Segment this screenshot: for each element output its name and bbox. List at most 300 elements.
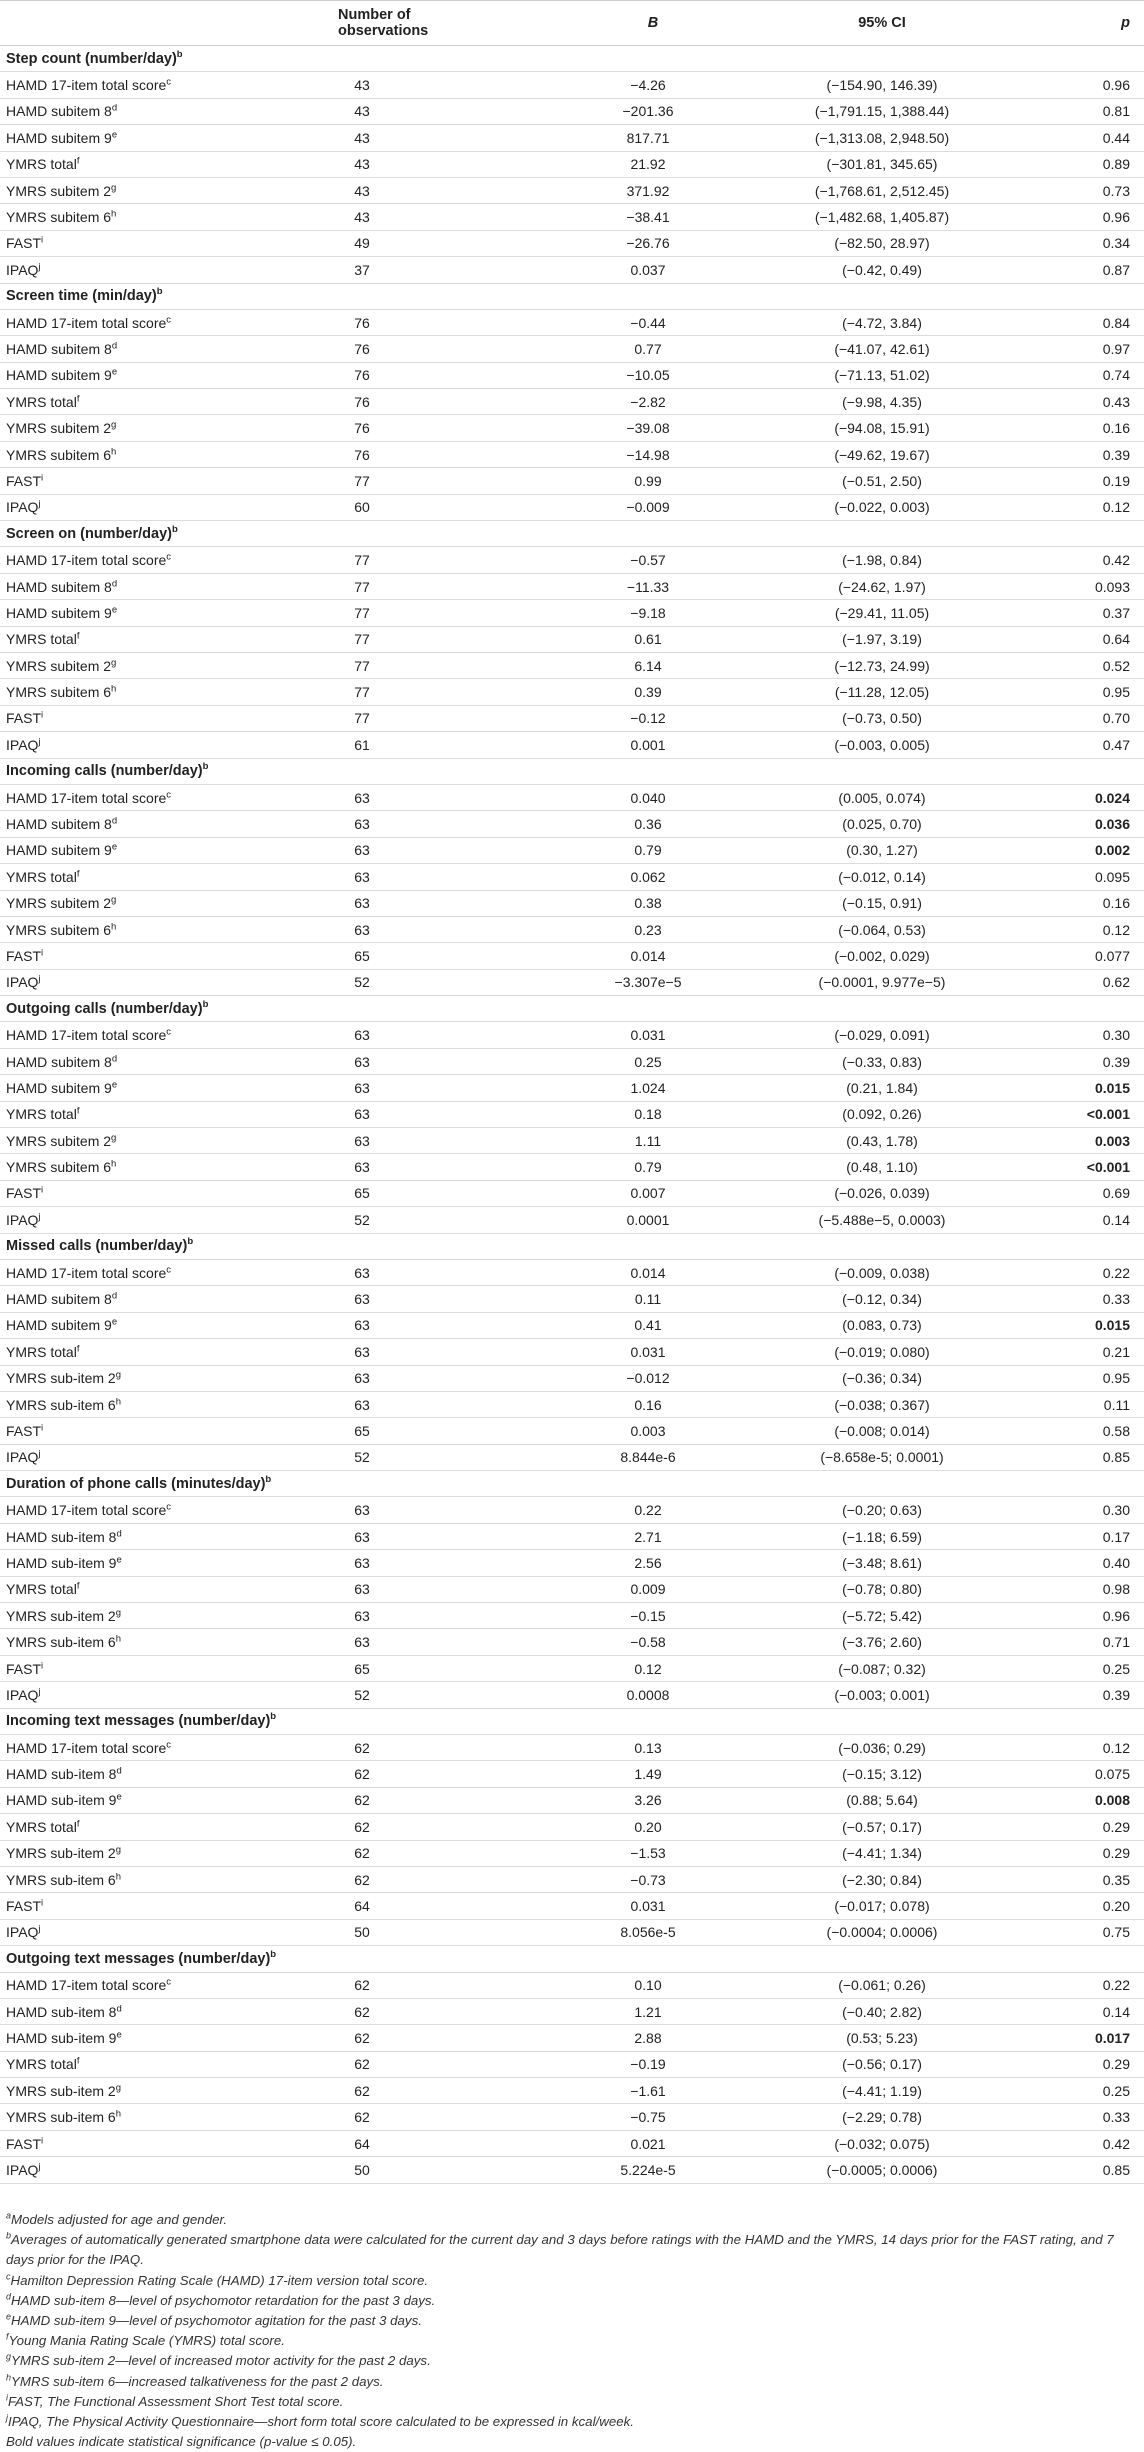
confidence-interval-cell: (−0.087; 0.32) bbox=[780, 1655, 1020, 1681]
measure-label-cell bbox=[0, 811, 300, 837]
footnote-text: Bold values indicate statistical significance (p-value ≤ 0.05). bbox=[6, 2434, 357, 2450]
observations-cell: 63 bbox=[300, 1629, 500, 1655]
p-value-cell: 0.16 bbox=[1020, 415, 1144, 441]
p-value-cell: 0.075 bbox=[1020, 1761, 1144, 1787]
confidence-interval-cell: (0.30, 1.27) bbox=[780, 837, 1020, 863]
observations-cell: 65 bbox=[300, 943, 500, 969]
coefficient-cell: −0.009 bbox=[500, 494, 780, 520]
confidence-interval-cell: (−4.72, 3.84) bbox=[780, 309, 1020, 335]
measure-footnote-marker: h bbox=[115, 1395, 121, 1407]
observations-cell: 62 bbox=[300, 1840, 500, 1866]
table-row bbox=[0, 230, 1144, 256]
measure-label: HAMD subitem 9 bbox=[6, 1079, 112, 1096]
confidence-interval-cell: (0.21, 1.84) bbox=[780, 1075, 1020, 1101]
measure-label: IPAQ bbox=[6, 736, 39, 753]
measure-footnote-marker: f bbox=[76, 1105, 80, 1117]
measure-label-cell bbox=[0, 415, 300, 441]
coefficient-cell: 0.031 bbox=[500, 1893, 780, 1919]
header-coefficient: B bbox=[500, 1, 780, 46]
p-value-cell: 0.87 bbox=[1020, 257, 1144, 283]
observations-cell: 63 bbox=[300, 1576, 500, 1602]
measure-label-cell bbox=[0, 2104, 300, 2130]
coefficient-cell: −1.61 bbox=[500, 2078, 780, 2104]
section-title: Outgoing text messages (number/day) bbox=[6, 1950, 271, 1967]
coefficient-cell: −0.15 bbox=[500, 1603, 780, 1629]
confidence-interval-cell: (−0.061; 0.26) bbox=[780, 1972, 1020, 1998]
measure-footnote-marker: j bbox=[38, 736, 41, 748]
measure-footnote-marker: j bbox=[38, 2161, 41, 2173]
observations-cell: 63 bbox=[300, 784, 500, 810]
p-value-cell: 0.44 bbox=[1020, 125, 1144, 151]
observations-cell: 62 bbox=[300, 1972, 500, 1998]
measure-footnote-marker: h bbox=[115, 2108, 121, 2120]
coefficient-cell: 0.61 bbox=[500, 626, 780, 652]
observations-cell: 62 bbox=[300, 1866, 500, 1892]
measure-label: FAST bbox=[6, 1898, 42, 1915]
confidence-interval-cell: (0.083, 0.73) bbox=[780, 1312, 1020, 1338]
observations-cell: 63 bbox=[300, 811, 500, 837]
p-value-cell: 0.015 bbox=[1020, 1075, 1144, 1101]
section-title: Incoming text messages (number/day) bbox=[6, 1713, 271, 1730]
measure-footnote-marker: d bbox=[116, 2002, 122, 2014]
p-value-cell: 0.17 bbox=[1020, 1523, 1144, 1549]
observations-cell: 43 bbox=[300, 125, 500, 151]
table-row bbox=[0, 573, 1144, 599]
section-title: Screen on (number/day) bbox=[6, 525, 172, 542]
measure-label: YMRS total bbox=[6, 2056, 77, 2073]
confidence-interval-cell: (−301.81, 345.65) bbox=[780, 151, 1020, 177]
p-value-cell: 0.036 bbox=[1020, 811, 1144, 837]
confidence-interval-cell: (−0.017; 0.078) bbox=[780, 1893, 1020, 1919]
confidence-interval-cell: (0.48, 1.10) bbox=[780, 1154, 1020, 1180]
observations-cell: 63 bbox=[300, 1048, 500, 1074]
measure-label: IPAQ bbox=[6, 974, 39, 991]
table-row bbox=[0, 1128, 1144, 1154]
coefficient-cell: 0.009 bbox=[500, 1576, 780, 1602]
measure-footnote-marker: g bbox=[115, 1369, 121, 1381]
table-row bbox=[0, 626, 1144, 652]
observations-cell: 63 bbox=[300, 1022, 500, 1048]
measure-label-cell bbox=[0, 547, 300, 573]
observations-cell: 76 bbox=[300, 309, 500, 335]
measure-footnote-marker: f bbox=[76, 2055, 80, 2067]
table-row bbox=[0, 1866, 1144, 1892]
observations-cell: 62 bbox=[300, 2051, 500, 2077]
footnote-marker: a bbox=[6, 2210, 12, 2221]
footnote-text: YMRS sub-item 2—level of increased motor activity for the past 2 days. bbox=[11, 2353, 431, 2369]
measure-label: HAMD subitem 9 bbox=[6, 604, 112, 621]
confidence-interval-cell: (−0.12, 0.34) bbox=[780, 1286, 1020, 1312]
measure-footnote-marker: i bbox=[41, 1659, 44, 1671]
measure-label-cell bbox=[0, 2078, 300, 2104]
section-title-cell bbox=[0, 758, 1144, 784]
coefficient-cell: −4.26 bbox=[500, 72, 780, 98]
table-header bbox=[0, 1, 1144, 46]
measure-label: IPAQ bbox=[6, 1211, 39, 1228]
measure-label-cell bbox=[0, 1735, 300, 1761]
measure-label: IPAQ bbox=[6, 1449, 39, 1466]
observations-cell: 62 bbox=[300, 2078, 500, 2104]
coefficient-cell: 2.71 bbox=[500, 1523, 780, 1549]
measure-label-cell bbox=[0, 1075, 300, 1101]
table-row bbox=[0, 652, 1144, 678]
coefficient-cell: 0.77 bbox=[500, 336, 780, 362]
table-row bbox=[0, 441, 1144, 467]
table-row bbox=[0, 1365, 1144, 1391]
p-value-cell: 0.69 bbox=[1020, 1180, 1144, 1206]
table-row bbox=[0, 1603, 1144, 1629]
observations-cell: 43 bbox=[300, 151, 500, 177]
section-title: Outgoing calls (number/day) bbox=[6, 1000, 203, 1017]
coefficient-cell: −38.41 bbox=[500, 204, 780, 230]
measure-label-cell bbox=[0, 1154, 300, 1180]
measure-label: YMRS total bbox=[6, 1818, 77, 1835]
measure-label-cell bbox=[0, 1418, 300, 1444]
table-row bbox=[0, 125, 1144, 151]
p-value-cell: 0.30 bbox=[1020, 1497, 1144, 1523]
coefficient-cell: 371.92 bbox=[500, 177, 780, 203]
observations-cell: 63 bbox=[300, 1497, 500, 1523]
table-row bbox=[0, 1761, 1144, 1787]
coefficient-cell: 1.49 bbox=[500, 1761, 780, 1787]
coefficient-cell: 0.11 bbox=[500, 1286, 780, 1312]
measure-label-cell bbox=[0, 362, 300, 388]
p-value-cell: 0.11 bbox=[1020, 1391, 1144, 1417]
p-value-cell: 0.22 bbox=[1020, 1259, 1144, 1285]
measure-label: IPAQ bbox=[6, 261, 39, 278]
measure-label-cell bbox=[0, 336, 300, 362]
confidence-interval-cell: (−0.20; 0.63) bbox=[780, 1497, 1020, 1523]
footnote-marker: e bbox=[6, 2311, 12, 2322]
observations-cell: 43 bbox=[300, 204, 500, 230]
measure-label: HAMD subitem 8 bbox=[6, 1053, 112, 1070]
table-header-row bbox=[0, 1, 1144, 46]
section-title-footnote-marker: b bbox=[270, 1711, 277, 1723]
measure-footnote-marker: h bbox=[111, 1158, 117, 1170]
measure-footnote-marker: e bbox=[116, 1554, 122, 1566]
table-row bbox=[0, 1550, 1144, 1576]
confidence-interval-cell: (−9.98, 4.35) bbox=[780, 389, 1020, 415]
measure-label: YMRS subitem 6 bbox=[6, 921, 112, 938]
measure-footnote-marker: e bbox=[116, 1791, 122, 1803]
p-value-cell: 0.29 bbox=[1020, 1840, 1144, 1866]
footnote bbox=[6, 2210, 1136, 2230]
coefficient-cell: 0.23 bbox=[500, 916, 780, 942]
observations-cell: 76 bbox=[300, 389, 500, 415]
table-row bbox=[0, 2051, 1144, 2077]
p-value-cell: 0.093 bbox=[1020, 573, 1144, 599]
measure-label-cell bbox=[0, 389, 300, 415]
table-row bbox=[0, 1207, 1144, 1233]
observations-cell: 63 bbox=[300, 864, 500, 890]
section-title-cell bbox=[0, 283, 1144, 309]
measure-footnote-marker: f bbox=[76, 1580, 80, 1592]
header-observations: Number of observations bbox=[300, 1, 500, 46]
confidence-interval-cell: (−0.0001, 9.977e−5) bbox=[780, 969, 1020, 995]
observations-cell: 63 bbox=[300, 1154, 500, 1180]
p-value-cell: 0.20 bbox=[1020, 1893, 1144, 1919]
table-row bbox=[0, 1576, 1144, 1602]
section-header-row bbox=[0, 46, 1144, 72]
coefficient-cell: 0.16 bbox=[500, 1391, 780, 1417]
coefficient-cell: −1.53 bbox=[500, 1840, 780, 1866]
measure-label-cell bbox=[0, 2025, 300, 2051]
section-header-row bbox=[0, 1233, 1144, 1259]
measure-footnote-marker: j bbox=[38, 261, 41, 273]
coefficient-cell: −0.75 bbox=[500, 2104, 780, 2130]
measure-label: HAMD subitem 9 bbox=[6, 129, 112, 146]
measure-footnote-marker: i bbox=[41, 947, 44, 959]
table-footnotes bbox=[6, 2210, 1136, 2452]
measure-footnote-marker: h bbox=[111, 683, 117, 695]
p-value-cell: 0.97 bbox=[1020, 336, 1144, 362]
p-value-cell: 0.25 bbox=[1020, 2078, 1144, 2104]
coefficient-cell: 5.224e-5 bbox=[500, 2157, 780, 2183]
observations-cell: 62 bbox=[300, 1761, 500, 1787]
observations-cell: 63 bbox=[300, 1286, 500, 1312]
footnote-marker: j bbox=[6, 2412, 8, 2423]
measure-label: YMRS total bbox=[6, 631, 77, 648]
measure-label: YMRS total bbox=[6, 868, 77, 885]
confidence-interval-cell: (0.88; 5.64) bbox=[780, 1787, 1020, 1813]
measure-label-cell bbox=[0, 626, 300, 652]
section-header-row bbox=[0, 1471, 1144, 1497]
table-row bbox=[0, 2025, 1144, 2051]
coefficient-cell: 0.22 bbox=[500, 1497, 780, 1523]
coefficient-cell: 0.021 bbox=[500, 2130, 780, 2156]
section-header-row bbox=[0, 521, 1144, 547]
coefficient-cell: −26.76 bbox=[500, 230, 780, 256]
measure-label-cell bbox=[0, 890, 300, 916]
coefficient-cell: 0.36 bbox=[500, 811, 780, 837]
table-row bbox=[0, 1840, 1144, 1866]
measure-footnote-marker: g bbox=[115, 2082, 121, 2094]
section-title-footnote-marker: b bbox=[270, 1948, 277, 1960]
measure-label: HAMD 17-item total score bbox=[6, 77, 167, 94]
table-row bbox=[0, 1259, 1144, 1285]
confidence-interval-cell: (0.43, 1.78) bbox=[780, 1128, 1020, 1154]
measure-label-cell bbox=[0, 177, 300, 203]
measure-label-cell bbox=[0, 309, 300, 335]
confidence-interval-cell: (−0.40; 2.82) bbox=[780, 1998, 1020, 2024]
observations-cell: 43 bbox=[300, 177, 500, 203]
table-row bbox=[0, 336, 1144, 362]
coefficient-cell: 0.41 bbox=[500, 1312, 780, 1338]
p-value-cell: 0.34 bbox=[1020, 230, 1144, 256]
footnote-text: YMRS sub-item 6—increased talkativeness for the past 2 days. bbox=[11, 2373, 384, 2389]
coefficient-cell: 0.007 bbox=[500, 1180, 780, 1206]
measure-label-cell bbox=[0, 98, 300, 124]
observations-cell: 63 bbox=[300, 1101, 500, 1127]
p-value-cell: 0.85 bbox=[1020, 2157, 1144, 2183]
confidence-interval-cell: (−1,768.61, 2,512.45) bbox=[780, 177, 1020, 203]
measure-label: HAMD subitem 8 bbox=[6, 103, 112, 120]
measure-label-cell bbox=[0, 72, 300, 98]
footnote-text: FAST, The Functional Assessment Short Test total score. bbox=[8, 2393, 344, 2409]
observations-cell: 52 bbox=[300, 969, 500, 995]
coefficient-cell: 3.26 bbox=[500, 1787, 780, 1813]
confidence-interval-cell: (−4.41; 1.34) bbox=[780, 1840, 1020, 1866]
confidence-interval-cell: (−2.29; 0.78) bbox=[780, 2104, 1020, 2130]
confidence-interval-cell: (−0.008; 0.014) bbox=[780, 1418, 1020, 1444]
measure-footnote-marker: f bbox=[76, 155, 80, 167]
coefficient-cell: −0.58 bbox=[500, 1629, 780, 1655]
p-value-cell: 0.21 bbox=[1020, 1339, 1144, 1365]
confidence-interval-cell: (−71.13, 51.02) bbox=[780, 362, 1020, 388]
table-row bbox=[0, 811, 1144, 837]
table-row bbox=[0, 494, 1144, 520]
table-row bbox=[0, 389, 1144, 415]
observations-cell: 63 bbox=[300, 1603, 500, 1629]
header-confidence-interval: 95% CI bbox=[780, 1, 1020, 46]
confidence-interval-cell: (−0.51, 2.50) bbox=[780, 468, 1020, 494]
measure-label: FAST bbox=[6, 472, 42, 489]
confidence-interval-cell: (−29.41, 11.05) bbox=[780, 600, 1020, 626]
measure-label: FAST bbox=[6, 1423, 42, 1439]
confidence-interval-cell: (−0.73, 0.50) bbox=[780, 705, 1020, 731]
measure-label-cell bbox=[0, 732, 300, 758]
p-value-cell: 0.39 bbox=[1020, 1048, 1144, 1074]
confidence-interval-cell: (−0.36; 0.34) bbox=[780, 1365, 1020, 1391]
confidence-interval-cell: (−0.064, 0.53) bbox=[780, 916, 1020, 942]
p-value-cell: 0.33 bbox=[1020, 2104, 1144, 2130]
measure-label-cell bbox=[0, 1787, 300, 1813]
coefficient-cell: 0.18 bbox=[500, 1101, 780, 1127]
confidence-interval-cell: (0.092, 0.26) bbox=[780, 1101, 1020, 1127]
measure-label: YMRS total bbox=[6, 1581, 77, 1598]
coefficient-cell: 8.844e-6 bbox=[500, 1444, 780, 1470]
measure-footnote-marker: g bbox=[111, 181, 117, 193]
footnote-text: Models adjusted for age and gender. bbox=[11, 2212, 228, 2227]
measure-footnote-marker: c bbox=[166, 1264, 172, 1275]
measure-label: YMRS sub-item 2 bbox=[6, 1607, 116, 1624]
measure-label-cell bbox=[0, 1312, 300, 1338]
confidence-interval-cell: (−0.012, 0.14) bbox=[780, 864, 1020, 890]
measure-footnote-marker: c bbox=[166, 551, 172, 563]
measure-footnote-marker: h bbox=[111, 920, 117, 932]
measure-label: YMRS subitem 6 bbox=[6, 209, 112, 226]
table-row bbox=[0, 1655, 1144, 1681]
coefficient-cell: −201.36 bbox=[500, 98, 780, 124]
table-row bbox=[0, 1022, 1144, 1048]
footnote bbox=[6, 2351, 1136, 2371]
p-value-cell: 0.75 bbox=[1020, 1919, 1144, 1945]
measure-label-cell bbox=[0, 230, 300, 256]
measure-label: YMRS sub-item 6 bbox=[6, 1871, 116, 1888]
observations-cell: 63 bbox=[300, 890, 500, 916]
measure-footnote-marker: i bbox=[41, 472, 44, 484]
table-row bbox=[0, 600, 1144, 626]
p-value-cell: 0.002 bbox=[1020, 837, 1144, 863]
p-value-cell: 0.024 bbox=[1020, 784, 1144, 810]
table-row bbox=[0, 890, 1144, 916]
table-row bbox=[0, 1523, 1144, 1549]
measure-label: YMRS subitem 6 bbox=[6, 684, 112, 701]
measure-label-cell bbox=[0, 1682, 300, 1708]
table-row bbox=[0, 2130, 1144, 2156]
coefficient-cell: 0.10 bbox=[500, 1972, 780, 1998]
confidence-interval-cell: (−0.009, 0.038) bbox=[780, 1259, 1020, 1285]
footnote-text: Young Mania Rating Scale (YMRS) total score. bbox=[8, 2333, 285, 2349]
measure-footnote-marker: i bbox=[41, 1184, 44, 1196]
table-row bbox=[0, 151, 1144, 177]
table-row bbox=[0, 1180, 1144, 1206]
section-title-cell bbox=[0, 1233, 1144, 1259]
section-header-row bbox=[0, 283, 1144, 309]
measure-label-cell bbox=[0, 679, 300, 705]
confidence-interval-cell: (−0.003, 0.005) bbox=[780, 732, 1020, 758]
observations-cell: 77 bbox=[300, 705, 500, 731]
coefficient-cell: 0.79 bbox=[500, 1154, 780, 1180]
section-title: Duration of phone calls (minutes/day) bbox=[6, 1475, 266, 1492]
footnote bbox=[6, 2230, 1136, 2270]
confidence-interval-cell: (−82.50, 28.97) bbox=[780, 230, 1020, 256]
measure-footnote-marker: h bbox=[111, 208, 117, 220]
measure-label-cell bbox=[0, 257, 300, 283]
coefficient-cell: −2.82 bbox=[500, 389, 780, 415]
table-row bbox=[0, 177, 1144, 203]
measure-footnote-marker: i bbox=[41, 1422, 44, 1434]
p-value-cell: 0.89 bbox=[1020, 151, 1144, 177]
table-row bbox=[0, 547, 1144, 573]
header-p-value: p bbox=[1020, 1, 1144, 46]
observations-cell: 63 bbox=[300, 1550, 500, 1576]
measure-footnote-marker: d bbox=[111, 577, 118, 589]
p-value-cell: 0.29 bbox=[1020, 2051, 1144, 2077]
confidence-interval-cell: (−1,791.15, 1,388.44) bbox=[780, 98, 1020, 124]
measure-footnote-marker: g bbox=[111, 1132, 117, 1144]
p-value-cell: 0.62 bbox=[1020, 969, 1144, 995]
coefficient-cell: −3.307e−5 bbox=[500, 969, 780, 995]
measure-label: IPAQ bbox=[6, 1686, 39, 1703]
coefficient-cell: 0.014 bbox=[500, 943, 780, 969]
p-value-cell: 0.84 bbox=[1020, 309, 1144, 335]
p-value-cell: 0.96 bbox=[1020, 72, 1144, 98]
measure-footnote-marker: c bbox=[166, 1501, 172, 1513]
coefficient-cell: 0.12 bbox=[500, 1655, 780, 1681]
measure-label-cell bbox=[0, 1444, 300, 1470]
measure-label-cell bbox=[0, 1629, 300, 1655]
section-title-cell bbox=[0, 1471, 1144, 1497]
table-row bbox=[0, 1154, 1144, 1180]
footnote-marker: c bbox=[6, 2271, 11, 2282]
p-value-cell: 0.30 bbox=[1020, 1022, 1144, 1048]
measure-label: HAMD 17-item total score bbox=[6, 1739, 167, 1756]
measure-label: HAMD sub-item 9 bbox=[6, 1792, 117, 1809]
measure-label: YMRS subitem 2 bbox=[6, 182, 112, 199]
measure-footnote-marker: d bbox=[116, 1527, 122, 1539]
footnote bbox=[6, 2392, 1136, 2412]
footnote-text: Averages of automatically generated smartphone data were calculated for the current day and 3 days before ratings with the HAMD and the YMRS, 14 days prior for the FAST rating, and 7 days prior for the IPAQ. bbox=[6, 2232, 1114, 2268]
confidence-interval-cell: (−11.28, 12.05) bbox=[780, 679, 1020, 705]
p-value-cell: 0.42 bbox=[1020, 547, 1144, 573]
observations-cell: 76 bbox=[300, 336, 500, 362]
confidence-interval-cell: (−12.73, 24.99) bbox=[780, 652, 1020, 678]
confidence-interval-cell: (−1.98, 0.84) bbox=[780, 547, 1020, 573]
observations-cell: 37 bbox=[300, 257, 500, 283]
coefficient-cell: 0.38 bbox=[500, 890, 780, 916]
measure-footnote-marker: g bbox=[111, 657, 117, 669]
measure-label: FAST bbox=[6, 235, 42, 252]
measure-footnote-marker: f bbox=[76, 393, 80, 405]
table-row bbox=[0, 837, 1144, 863]
coefficient-cell: 0.031 bbox=[500, 1339, 780, 1365]
confidence-interval-cell: (−0.56; 0.17) bbox=[780, 2051, 1020, 2077]
table-row bbox=[0, 1048, 1144, 1074]
coefficient-cell: −0.57 bbox=[500, 547, 780, 573]
coefficient-cell: 0.0008 bbox=[500, 1682, 780, 1708]
measure-footnote-marker: i bbox=[41, 234, 44, 246]
